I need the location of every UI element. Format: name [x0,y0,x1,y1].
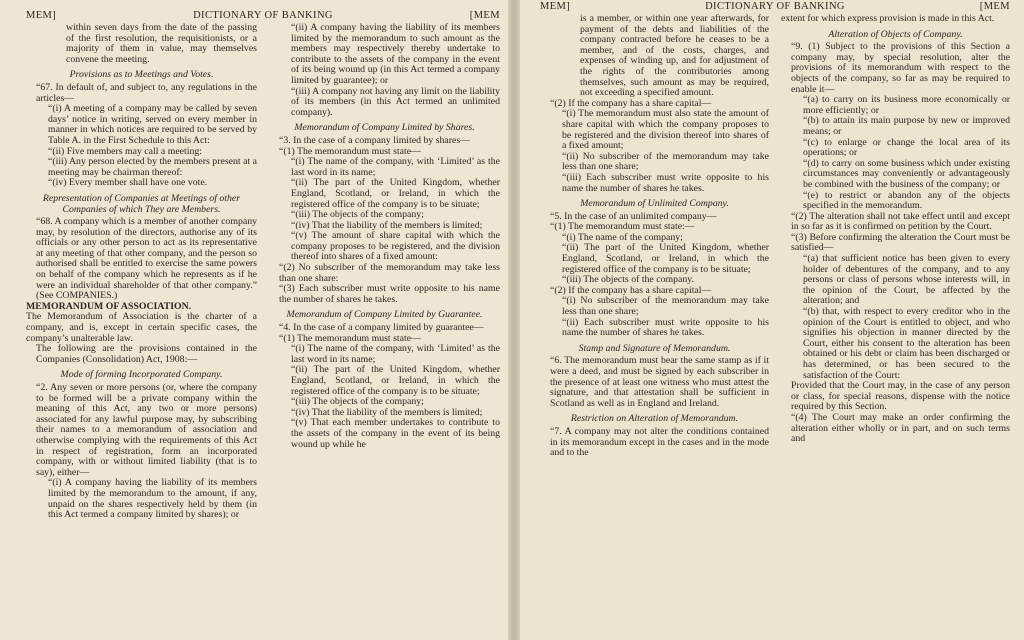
paragraph: “(2) If the company has a share capital— [550,97,712,109]
paragraph: “(ii) A company having the liability of its members limited by the memorandum to such amount as the members may respectively thereby undertake to contribute to the assets of the company in the event of its being wound up (in this Act termed a company limited by guarantee); or [291,22,500,86]
paragraph: “(2) No subscriber of the memorandum may take less than one share: [279,262,500,284]
paragraph: within seven days from the date of the passing of the first resolution, the requisitionists, or a majority of them in value, may themselves convene the meeting. [66,22,257,65]
paragraph: “(1) The memorandum must state— [279,332,421,344]
section-heading: Mode of forming Incorporated Company. [60,369,223,381]
paragraph: “(3) Before confirming the alteration the Court must be satisfied— [791,231,1010,254]
paragraph: “(1) The memorandum must state— [279,145,421,157]
paragraph: “(b) to attain its main purpose by new or improved means; or [803,115,1010,137]
right-page [512,0,1024,640]
header-title: DICTIONARY OF BANKING [193,10,333,21]
header-left: MEM] [540,1,571,12]
paragraph: MEMORANDUM OF ASSOCIATION. [26,300,192,312]
section-heading: Memorandum of Unlimited Company. [580,198,729,210]
section-heading: Provisions as to Meetings and Votes. [69,69,214,81]
paragraph: “(ii) The part of the United Kingdom, whether England, Scotland, or Ireland, in which the registered office of the company is to be situate; [562,242,769,275]
paragraph: “68. A company which is a member of another company may, by resolution of the directors, authorise any of its officials or any other person to act as its representative at any meeting of that other company, and the person so authorised shall be entitled to exercise the same powers on behalf of the company which he represents as if he were an individual shareholder of that other company.” (See COMPANIES.) [36,216,257,302]
paragraph: “(i) A meeting of a company may be called by seven days’ notice in writing, served on every member in manner in which notices are required to be served by Table A. in the First Schedule to this Act: [48,103,257,146]
section-heading: Stamp and Signature of Memorandum. [578,342,731,354]
paragraph: “(ii) Five members may call a meeting: [48,145,202,157]
paragraph: “3. In the case of a company limited by shares— [279,134,470,146]
paragraph: “(iii) A company not having any limit on the liability of its members (in this Act termed an unlimited company). [291,85,500,118]
paragraph: “(iii) Each subscriber must write opposite to his name the number of shares he takes. [562,171,769,194]
paragraph: “2. Any seven or more persons (or, where the company to be formed will be a private company within the meaning of this Act, any two or more persons) associated for any lawful purpose may, by subscribing their names to a memorandum of association and otherwise complying with the requirements of this Act in respect of registration, form an incorporated company, with or without limited liability (that is to say), either— [36,382,257,478]
paragraph: “(iv) That the liability of the members is limited; [291,219,483,231]
paragraph: “(ii) No subscriber of the memorandum may take less than one share; [562,150,769,173]
paragraph: “(iii) Any person elected by the members present at a meeting may be chairman thereof: [48,156,257,178]
paragraph: “(i) The name of the company, with ‘Limited’ as the last word in its name; [291,156,500,178]
header-right: [MEM [979,1,1010,12]
section-heading: Restriction on Alteration of Memorandum. [570,413,739,425]
column-right-2 [781,14,1010,459]
paragraph: “(iv) That the liability of the members is limited; [291,406,483,418]
section-heading: Alteration of Objects of Company. [828,28,963,40]
header-right: [MEM [469,10,500,21]
section-heading: Memorandum of Company Limited by Guarantee. [286,309,483,321]
paragraph: “(i) The name of the company, with ‘Limited’ as the last word in its name; [291,343,500,365]
running-header [26,9,500,23]
paragraph: “(c) to enlarge or change the local area of its operations; or [803,136,1010,159]
paragraph: “6. The memorandum must bear the same stamp as if it were a deed, and must be signed by each subscriber in the presence of at least one witness who must attest the signature, and that attestation shall be sufficient in Scotland as well as in England and Ireland. [550,355,769,409]
paragraph: “(iii) The objects of the company; [291,209,424,221]
paragraph: “(v) The amount of share capital with which the company proposes to be registered, and the division thereof into shares of a fixed amount: [291,230,500,263]
paragraph: The following are the provisions contained in the Companies (Consolidation) Act, 1908:— [36,343,257,365]
section-heading: Representation of Companies at Meetings of other Companies of which They are Members. [42,192,241,215]
paragraph: “(2) If the company has a share capital— [550,284,712,296]
paragraph: “(a) to carry on its business more economically or more efficiently; or [803,94,1010,116]
paragraph: “(ii) Each subscriber must write opposite to his name the number of shares he takes. [562,316,769,339]
paragraph: “(1) The memorandum must state:— [550,221,695,233]
paragraph: The Memorandum of Association is the charter of a company, and is, except in certain specific cases, the company’s unalterable law. [26,311,257,344]
paragraph: “(ii) The part of the United Kingdom, whether England, Scotland, or Ireland, in which the registered office of the company is to be situate; [291,364,500,397]
paragraph: “(iv) Every member shall have one vote. [48,177,208,189]
paragraph: “(3) Each subscriber must write opposite to his name the number of shares he takes. [279,283,500,305]
paragraph: “67. In default of, and subject to, any regulations in the articles— [36,81,257,104]
header-title: DICTIONARY OF BANKING [705,1,845,12]
column-right-1 [540,14,769,459]
paragraph: “(iii) The objects of the company; [291,396,424,408]
paragraph: “(ii) The part of the United Kingdom, whether England, Scotland, or Ireland, in which the registered office of the company is to be situate; [291,177,500,210]
paragraph: extent for which express provision is made in this Act. [781,13,995,24]
paragraph: “(a) that sufficient notice has been given to every holder of debentures of the company, and to any persons or class of persons whose interests will, in the opinion of the Court, be affected by the alteration; and [803,253,1010,307]
paragraph: “(iii) The objects of the company. [562,274,694,286]
column-left-1 [26,23,257,521]
paragraph: “7. A company may not alter the conditions contained in its memorandum except in the cases and in the mode and to the [550,425,769,459]
paragraph: “(2) The alteration shall not take effect until and except in so far as it is confirmed on petition by the Court. [791,210,1010,233]
paragraph: “(i) No subscriber of the memorandum may take less than one share; [562,295,769,318]
running-header [540,0,1010,14]
paragraph: Provided that the Court may, in the case of any person or class, for special reasons, dispense with the notice required by this Section. [791,380,1010,413]
paragraph: “5. In the case of an unlimited company— [550,210,717,222]
column-left-2 [269,23,500,521]
paragraph: “(v) That each member undertakes to contribute to the assets of the company in the event of its being wound up while he [291,417,500,450]
paragraph: “(b) that, with respect to every creditor who in the opinion of the Court is entitled to object, and who signifies his objection in manner directed by the Court, either his consent to the alteration has been obtained or his debt or claim has been discharged or has determined, or has been secured to the satisfaction of the Court: [803,306,1010,381]
paragraph: is a member, or within one year afterwards, for payment of the debts and liabilities of the company contracted before he ceases to be a member, and of the costs, charges, and expenses of winding up, and for adjustment of the rights of the contributories among themselves, such amount as may be required, not exceeding a specified amount. [580,13,769,99]
paragraph: “(4) The Court may make an order confirming the alteration either wholly or in part, and on such terms and [791,411,1010,445]
paragraph: “(i) The memorandum must also state the amount of share capital with which the company proposes to be registered and the division thereof into shares of a fixed amount; [562,108,769,152]
section-heading: Memorandum of Company Limited by Shares. [294,122,475,134]
paragraph: “(e) to restrict or abandon any of the objects specified in the memorandum. [803,189,1010,212]
paragraph: “(d) to carry on some business which under existing circumstances may conveniently or advantageously be combined with the business of the company; or [803,157,1010,190]
paragraph: “4. In the case of a company limited by guarantee— [279,322,484,334]
gutter [508,0,520,640]
header-left: MEM] [26,10,57,21]
paragraph: “(i) The name of the company; [562,231,683,243]
paragraph: “9. (1) Subject to the provisions of this Section a company may, by special resolution, alter the provisions of its memorandum with respect to the objects of the company, so far as may be required to enable it— [791,41,1010,95]
paragraph: “(i) A company having the liability of its members limited by the memorandum to the amount, if any, unpaid on the shares respectively held by them (in this Act termed a company limited by shares); or [48,477,257,521]
